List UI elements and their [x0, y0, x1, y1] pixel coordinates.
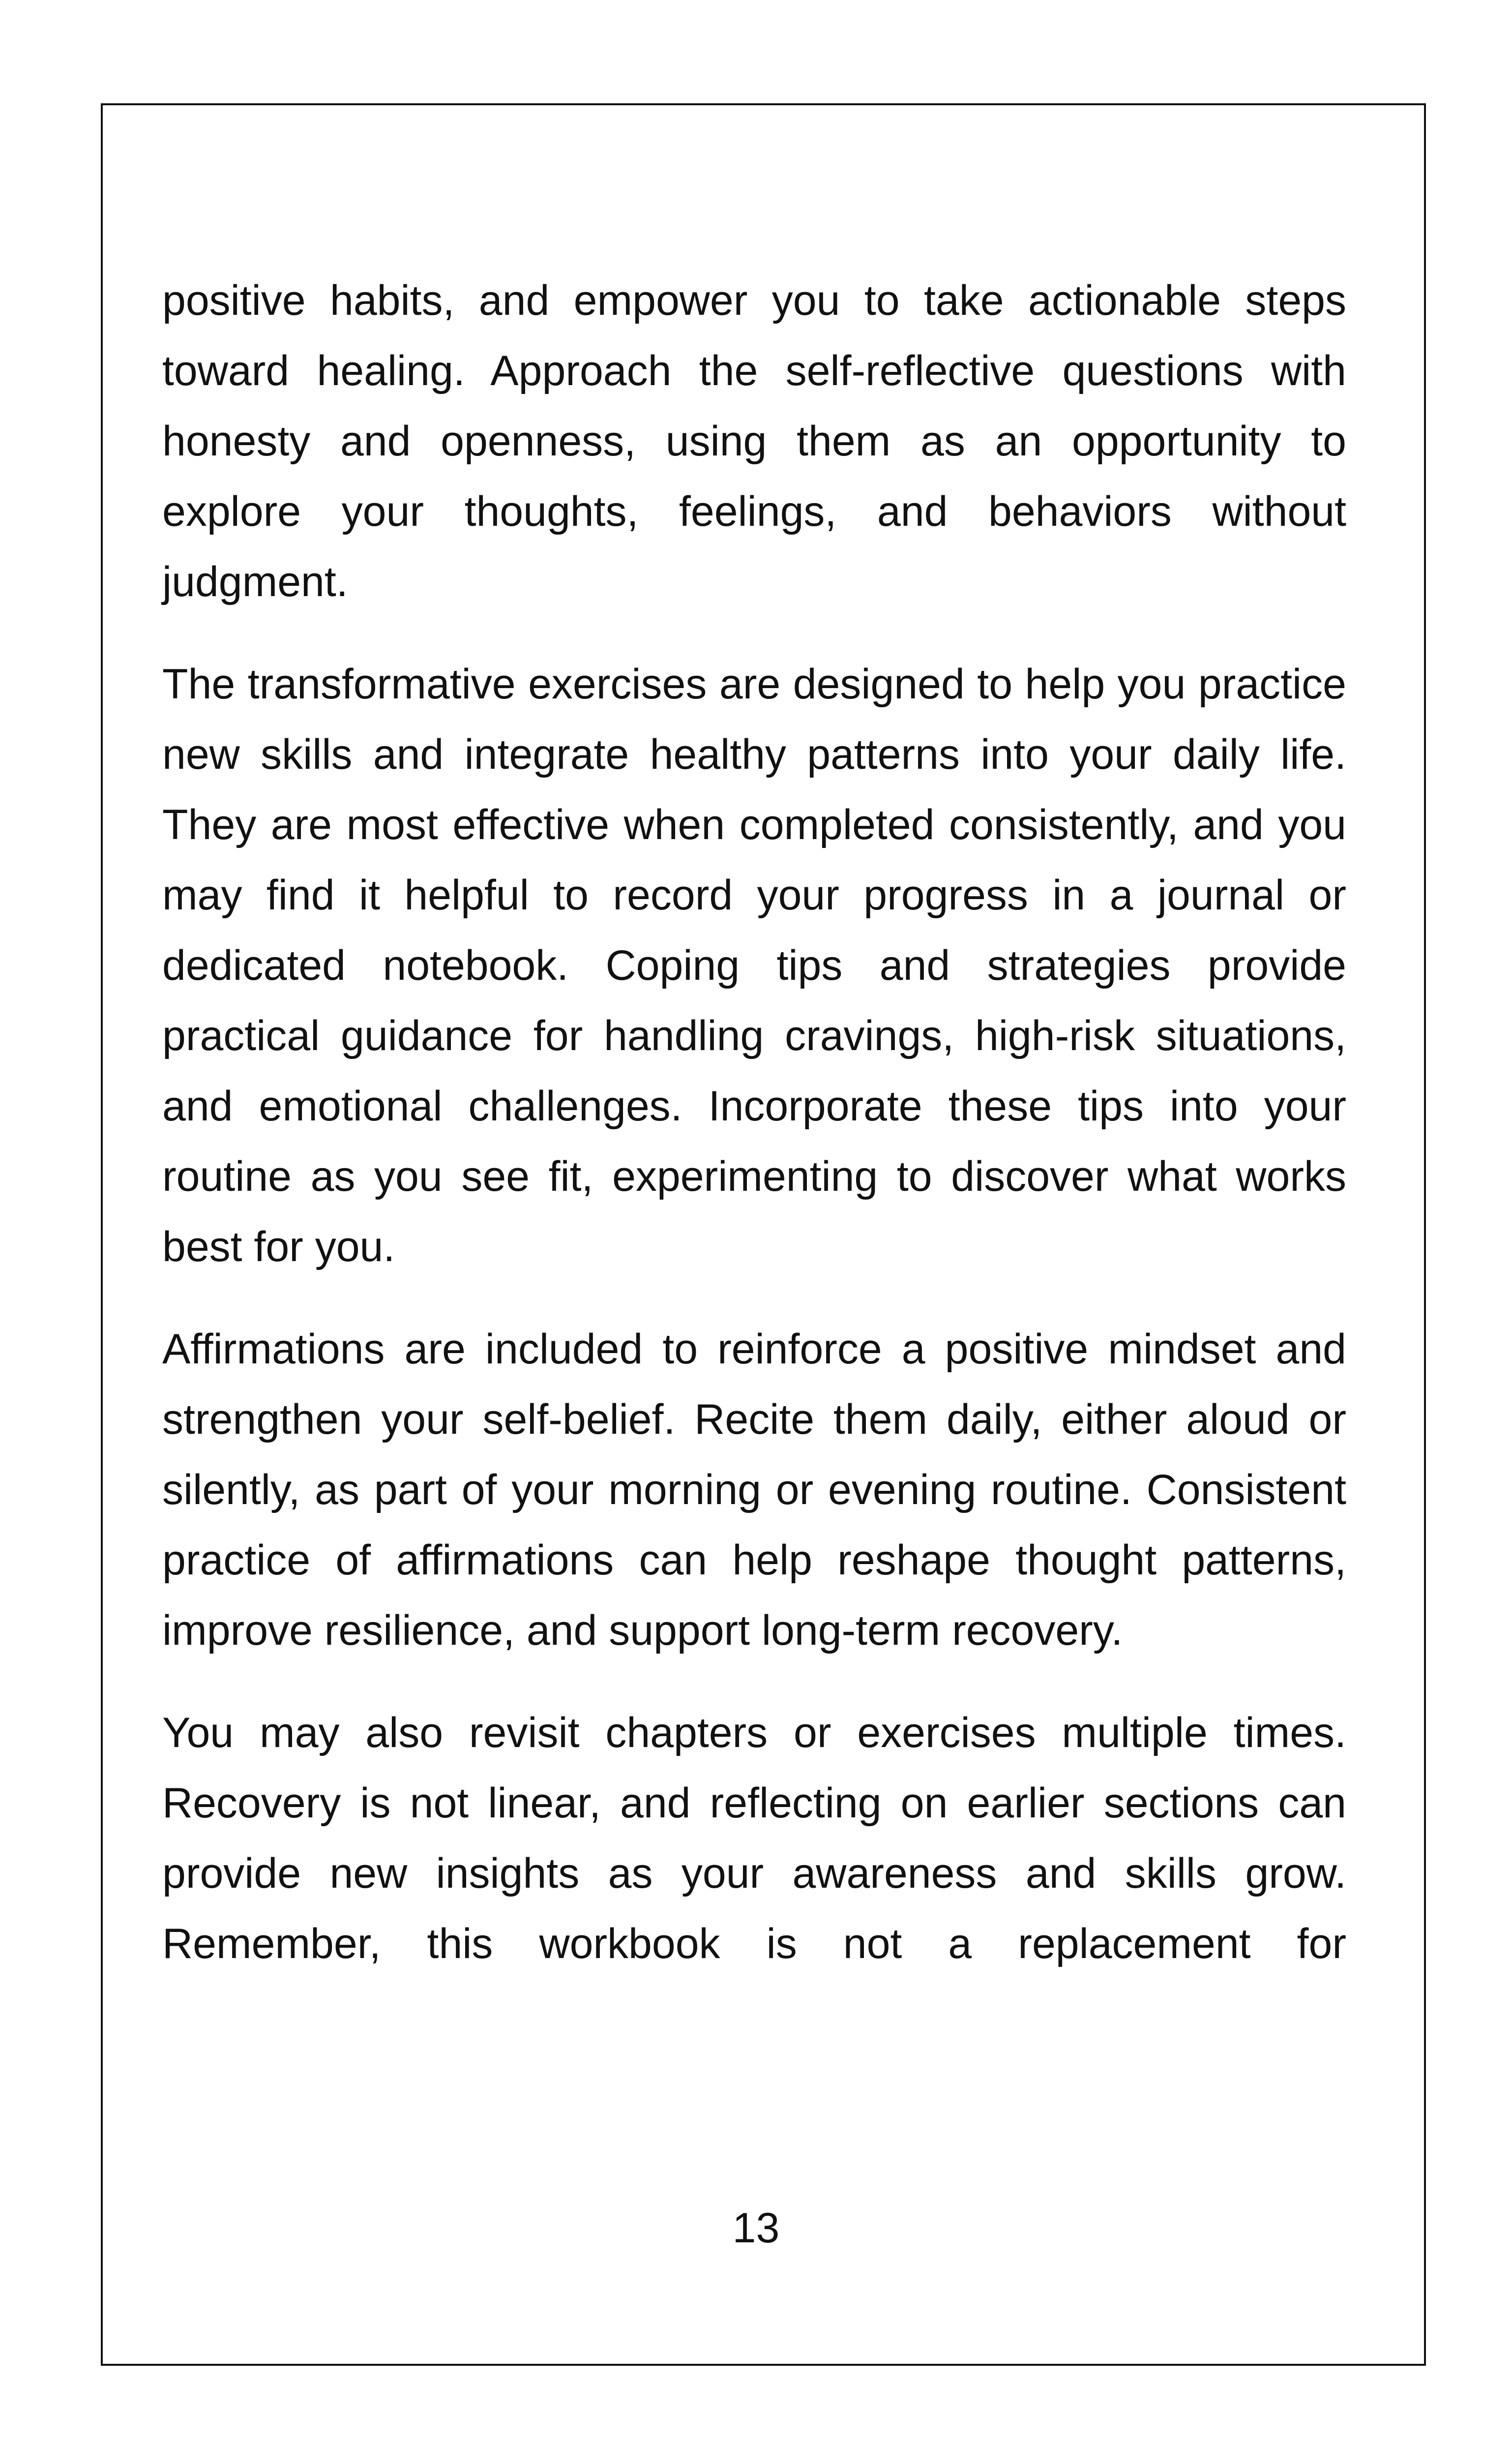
page-number: 13: [732, 2204, 780, 2252]
paragraph-2: The transformative exercises are designed to help you practice new skills and integrate healthy patterns into your daily life. They are most effective when completed consistently, and you may find it helpful to record your progress in a journal or dedicated notebook. Coping tips and strategies provide practical guidance for handling cravings, high-risk situations, and emotional challenges. Incorporate these tips into your routine as you see fit, experimenting to discover what works best for you.: [162, 661, 1346, 1270]
paragraph-3: Affirmations are included to reinforce a positive mindset and strengthen your self-belief. Recite them daily, either aloud or silently, as part of your morning or evening routine. Consistent practice of affirmations can help reshape thought patterns, improve resilience, and support long-term recovery.: [162, 1326, 1346, 1654]
paragraph-4: You may also revisit chapters or exercises multiple times. Recovery is not linear, and reflecting on earlier sections can provide new insights as your awareness and skills grow. Remember, this workbook is not a replacement for: [162, 1709, 1346, 1967]
paragraph-1: positive habits, and empower you to take actionable steps toward healing. Approach the self-reflective questions with honesty and openness, using them as an opportunity to explore your thoughts, feelings, and behaviors without judgment.: [162, 277, 1346, 605]
body-text: [162, 266, 1346, 1979]
